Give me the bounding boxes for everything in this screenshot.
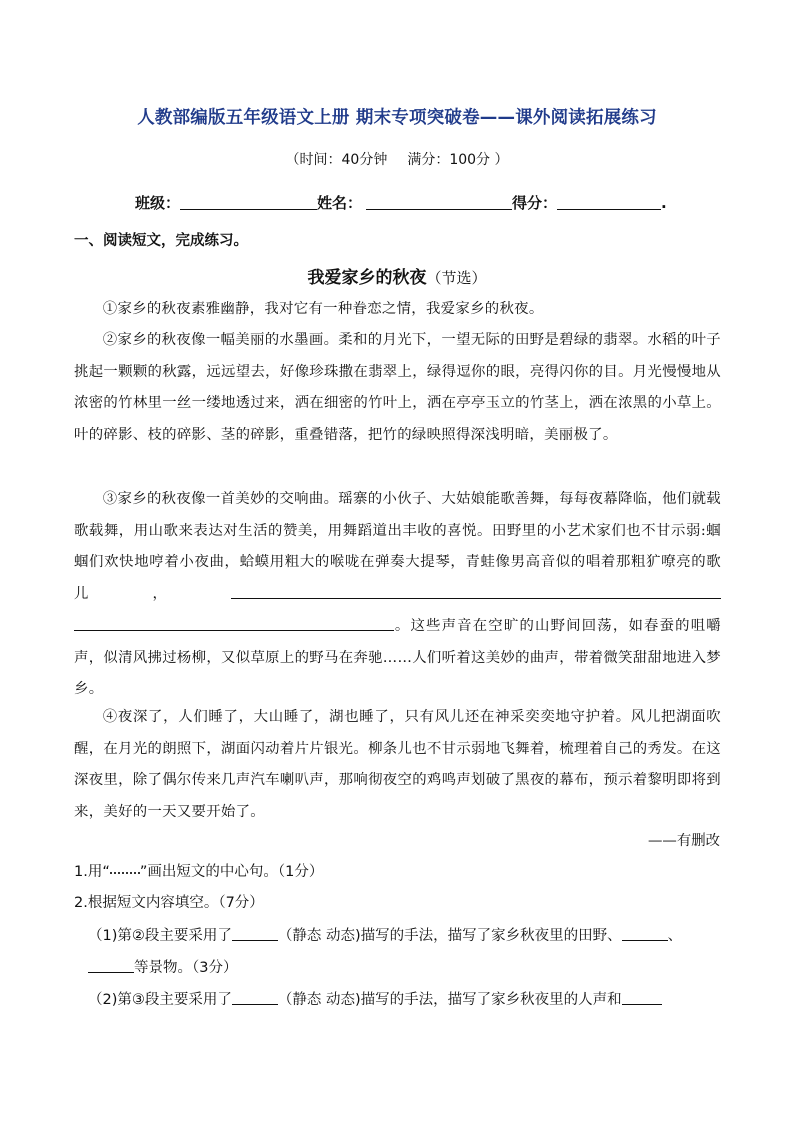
answer-blank[interactable]	[622, 926, 668, 941]
answer-blank[interactable]	[232, 926, 278, 941]
essay-title-sub: （节选）	[426, 269, 487, 287]
paragraph-3-part-a: ③家乡的秋夜像一首美妙的交响曲。瑶寨的小伙子、大姑娘能歌善舞，每每夜幕降临，他们就载歌载舞，用山歌来表达对生活的赞美，用舞蹈道出丰收的喜悦。田野里的小艺术家们也不甘示弱:蝈蝈们欢快地哼着小夜曲，蛤蟆用粗大的喉咙在弹奏大提琴，青蛙像男高音似的唱着那粗犷嘹亮的歌儿，	[74, 491, 721, 603]
question-2-2: （2)第③段主要采用了 （静态 动态)描写的手法，描写了家乡秋夜里的人声和	[88, 985, 728, 1017]
paragraph-3	[74, 484, 721, 706]
question-2: 2.根据短文内容填空。（7分）	[74, 895, 264, 911]
paragraph-3-blank[interactable]	[231, 584, 721, 599]
student-info-fields: 班级： 姓名： 得分： .	[135, 194, 667, 212]
time-score-line	[0, 149, 794, 169]
class-blank[interactable]	[180, 193, 317, 210]
section-heading: 一、阅读短文，完成练习。	[74, 233, 248, 249]
paragraph-2: ②家乡的秋夜像一幅美丽的水墨画。柔和的月光下，一望无际的田野是碧绿的翡翠。水稻的叶子挑起一颗颗的秋露，远远望去，好像珍珠撒在翡翠上，绿得逗你的眼，亮得闪你的目。月光慢慢地从浓密的竹林里一丝一缕地透过来，洒在细密的竹叶上，洒在亭亭玉立的竹茎上，洒在浓黑的小草上。叶的碎影、枝的碎影、茎的碎影，重叠错落，把竹的绿映照得深浅明暗，美丽极了。	[74, 332, 721, 444]
paragraph-1: ①家乡的秋夜素雅幽静，我对它有一种眷恋之情，我爱家乡的秋夜。	[102, 301, 544, 317]
paragraph-3-part-b: 。这些声音在空旷的山野间回荡，如春蚕的咀嚼声，似清风拂过杨柳，又似草原上的野马在奔驰……人们听着这美妙的曲声，带着微笑甜甜地进入梦乡。	[74, 617, 721, 698]
name-label: 姓名：	[317, 194, 363, 212]
score-label: 得分：	[512, 194, 558, 212]
source-note: ——有删改	[648, 833, 720, 849]
answer-blank[interactable]	[622, 990, 662, 1005]
question-1: 1.用“ ”画出短文的中心句。（1分）	[74, 864, 324, 880]
answer-blank[interactable]	[232, 990, 278, 1005]
exam-title: 人教部编版五年级语文上册 期末专项突破卷——课外阅读拓展练习	[137, 108, 657, 128]
answer-blank[interactable]	[88, 958, 134, 973]
name-blank[interactable]	[366, 193, 512, 210]
wavy-line-icon	[110, 862, 140, 874]
essay-title-main: 我爱家乡的秋夜	[307, 268, 427, 288]
full-score: 满分：100分 ）	[407, 152, 509, 168]
score-blank[interactable]	[557, 193, 661, 210]
essay-title	[0, 263, 794, 288]
class-label: 班级：	[135, 194, 181, 212]
time-limit: （时间：40分钟	[285, 152, 388, 168]
question-2-1: （1)第②段主要采用了 （静态 动态)描写的手法，描写了家乡秋夜里的田野、 、 等景物。（3分）	[88, 928, 683, 976]
paragraph-4: ④夜深了，人们睡了，大山睡了，湖也睡了，只有风儿还在神采奕奕地守护着。风儿把湖面吹醒，在月光的朗照下，湖面闪动着片片银光。柳条儿也不甘示弱地飞舞着，梳理着自己的秀发。在这深夜里，除了偶尔传来几声汽车喇叭声，那响彻夜空的鸡鸣声划破了黑夜的幕布，预示着黎明即将到来，美好的一天又要开始了。	[74, 709, 721, 821]
